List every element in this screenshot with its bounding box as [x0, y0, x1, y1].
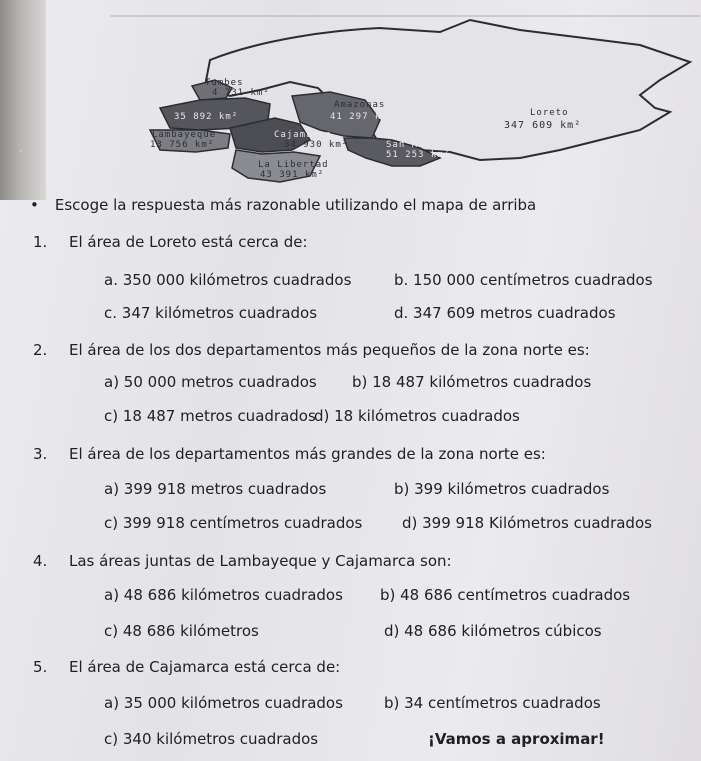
option-2d: d) 18 kilómetros cuadrados: [314, 407, 520, 425]
question-text: El área de los dos departamentos más pequeños de la zona norte es:: [69, 341, 590, 359]
option-3d: d) 399 918 Kilómetros cuadrados: [402, 514, 652, 532]
instruction-text: Escoge la respuesta más razonable utilizando el mapa de arriba: [54, 196, 537, 214]
question-text: El área de Loreto está cerca de:: [69, 233, 308, 251]
instruction: [30, 196, 536, 214]
map-label-loreto-area: 347 609 km²: [504, 120, 582, 131]
map-label-la-libertad: La Libertad: [258, 160, 329, 170]
option-5a: a) 35 000 kilómetros cuadrados: [104, 694, 343, 712]
question-1: [33, 233, 308, 251]
question-number: 4.: [33, 552, 48, 570]
map-label-tumbes-area: 4 731 km²: [212, 88, 270, 98]
question-number: 3.: [33, 445, 48, 463]
question-number: 1.: [33, 233, 48, 251]
map-label-piura-area: 35 892 km²: [174, 112, 239, 122]
map-label-la-libertad-area: 43 391 km²: [260, 170, 325, 180]
option-3a: a) 399 918 metros cuadrados: [104, 480, 327, 498]
option-1d: d. 347 609 metros cuadrados: [394, 304, 616, 322]
question-4: [33, 552, 452, 570]
option-5c: c) 340 kilómetros cuadrados: [104, 730, 319, 748]
option-3c: c) 399 918 centímetros cuadrados: [104, 514, 363, 532]
option-4b: b) 48 686 centímetros cuadrados: [380, 586, 631, 604]
question-2: [33, 341, 590, 359]
option-2c: c) 18 487 metros cuadrados: [104, 407, 316, 425]
option-4c: c) 48 686 kilómetros: [104, 622, 259, 640]
question-number: 2.: [33, 341, 48, 359]
option-4d: d) 48 686 kilómetros cúbicos: [384, 622, 602, 640]
option-2b: b) 18 487 kilómetros cuadrados: [352, 373, 592, 391]
option-1b: b. 150 000 centímetros cuadrados: [394, 271, 653, 289]
option-3b: b) 399 kilómetros cuadrados: [394, 480, 610, 498]
option-2a: a) 50 000 metros cuadrados: [104, 373, 317, 391]
closing-message: ¡Vamos a aproximar!: [428, 730, 605, 748]
map-label-amazonas-area: 41 297 km²: [330, 112, 395, 122]
map-label-lambayeque: Lambayeque: [152, 130, 217, 140]
map-label-loreto: Loreto: [530, 108, 569, 118]
option-1a: a. 350 000 kilómetros cuadrados: [104, 271, 352, 289]
map-label-san-martin-area: 51 253 km²: [386, 150, 451, 160]
map-label-cajamarca-area: 34 930 km²: [284, 140, 349, 150]
question-text: El área de los departamentos más grandes de la zona norte es:: [69, 445, 546, 463]
question-5: [33, 658, 340, 676]
question-text: El área de Cajamarca está cerca de:: [69, 658, 341, 676]
option-4a: a) 48 686 kilómetros cuadrados: [104, 586, 343, 604]
option-1c: c. 347 kilómetros cuadrados: [104, 304, 318, 322]
question-3: [33, 445, 546, 463]
map-label-san-martin: San Martín: [386, 140, 451, 150]
map-label-amazonas: Amazonas: [334, 100, 386, 110]
option-5b: b) 34 centímetros cuadrados: [384, 694, 601, 712]
question-text: Las áreas juntas de Lambayeque y Cajamarca son:: [69, 552, 452, 570]
bullet-icon: •: [30, 196, 39, 214]
map-label-cajamarca: Cajamarca: [274, 130, 332, 140]
question-number: 5.: [33, 658, 48, 676]
map-label-lambayeque-area: 13 756 km²: [150, 140, 215, 150]
map-label-tumbes: Tumbes: [205, 78, 244, 88]
